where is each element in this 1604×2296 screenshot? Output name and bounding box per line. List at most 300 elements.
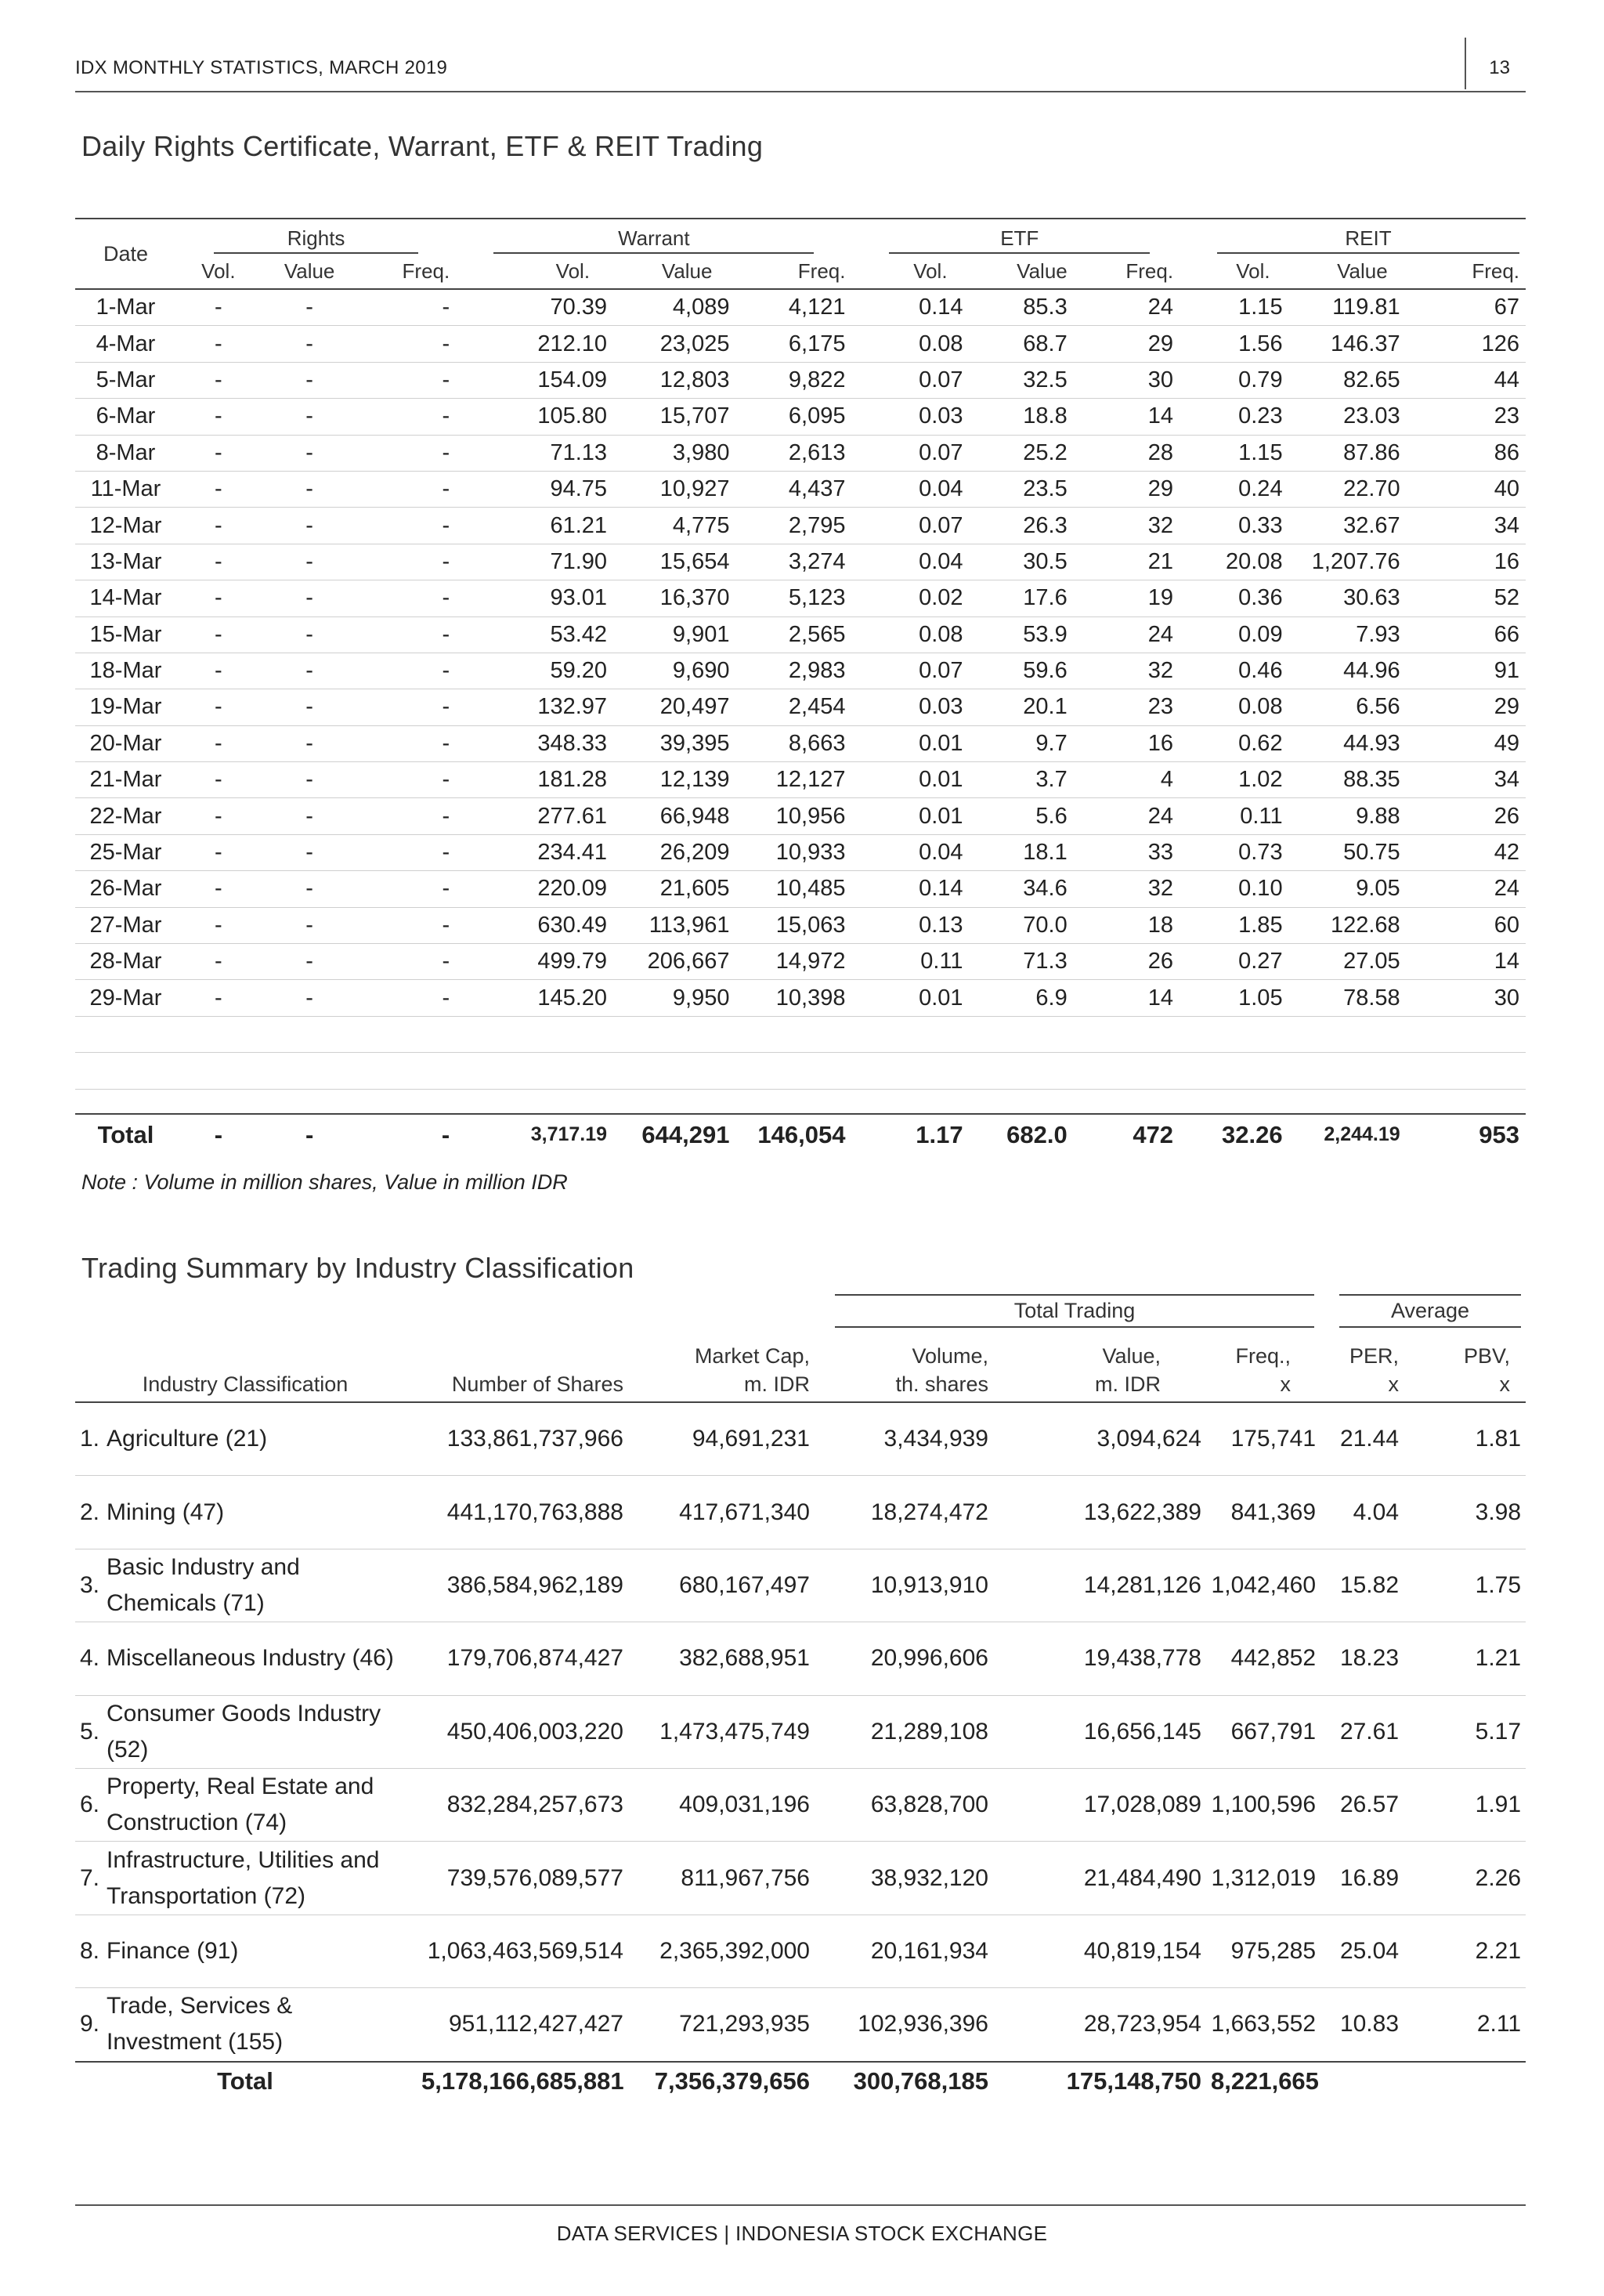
cell-etf-vol: 0.01 bbox=[851, 980, 969, 1016]
cell-rights-freq: - bbox=[358, 471, 456, 507]
cell-rights-vol: - bbox=[176, 544, 261, 580]
cell-etf-freq: 30 bbox=[1074, 362, 1180, 398]
cell-rights-value: - bbox=[261, 471, 359, 507]
cell-freq: 1,312,019 bbox=[1205, 1842, 1319, 1915]
cell-warrant-value: 12,139 bbox=[613, 762, 735, 798]
cell-volume: 20,161,934 bbox=[846, 1915, 1034, 1987]
cell-industry: Miscellaneous Industry (46) bbox=[103, 1622, 415, 1695]
cell-warrant-freq: 15,063 bbox=[735, 907, 851, 943]
cell-rights-freq: - bbox=[358, 834, 456, 870]
cell-rights-freq: - bbox=[358, 435, 456, 471]
cell-rights-freq: - bbox=[358, 1114, 456, 1155]
cell-pbv: 1.81 bbox=[1422, 1402, 1526, 1476]
cell-etf-vol: 0.08 bbox=[851, 616, 969, 653]
cell-reit-vol: 32.26 bbox=[1180, 1114, 1289, 1155]
cell-etf-freq: 24 bbox=[1074, 798, 1180, 834]
cell-rights-vol: - bbox=[176, 399, 261, 435]
cell-etf-vol: 1.17 bbox=[851, 1114, 969, 1155]
cell-reit-freq: 16 bbox=[1407, 544, 1526, 580]
industry-row bbox=[75, 1915, 1526, 1987]
page-footer: DATA SERVICES | INDONESIA STOCK EXCHANGE bbox=[556, 2222, 1048, 2245]
cell-rights-value: - bbox=[261, 289, 359, 326]
group-rights bbox=[176, 219, 456, 254]
cell-value: 13,622,389 bbox=[1034, 1476, 1205, 1549]
cell-reit-freq: 24 bbox=[1407, 871, 1526, 907]
col-pbv bbox=[1422, 1328, 1526, 1402]
cell-etf-freq: 23 bbox=[1074, 689, 1180, 725]
cell-etf-value: 26.3 bbox=[970, 508, 1074, 544]
cell-rights-freq: - bbox=[358, 580, 456, 616]
cell-date: Total bbox=[75, 1114, 176, 1155]
cell-date: 22-Mar bbox=[75, 798, 176, 834]
cell-etf-freq: 28 bbox=[1074, 435, 1180, 471]
cell-num: 4. bbox=[75, 1622, 103, 1695]
cell-pbv: 2.21 bbox=[1422, 1915, 1526, 1987]
cell-etf-vol: 0.14 bbox=[851, 871, 969, 907]
cell-warrant-freq: 9,822 bbox=[735, 362, 851, 398]
cell-reit-freq: 86 bbox=[1407, 435, 1526, 471]
cell-rights-vol: - bbox=[176, 907, 261, 943]
col-freq-line1: Freq., bbox=[1235, 1344, 1292, 1368]
spacer-cell bbox=[75, 1089, 1526, 1114]
table-row bbox=[75, 362, 1526, 398]
cell-freq: 841,369 bbox=[1205, 1476, 1319, 1549]
cell-shares: 386,584,962,189 bbox=[415, 1549, 639, 1622]
cell-etf-freq: 26 bbox=[1074, 944, 1180, 980]
cell-rights-freq: - bbox=[358, 326, 456, 362]
cell-reit-freq: 26 bbox=[1407, 798, 1526, 834]
cell-reit-value: 1,207.76 bbox=[1289, 544, 1407, 580]
col-market-cap-line1: Market Cap, bbox=[694, 1344, 810, 1368]
cell-market-cap: 417,671,340 bbox=[639, 1476, 846, 1549]
cell-etf-vol: 0.02 bbox=[851, 580, 969, 616]
col-market-cap bbox=[639, 1328, 846, 1402]
cell-rights-vol: - bbox=[176, 762, 261, 798]
table-row bbox=[75, 508, 1526, 544]
cell-volume: 18,274,472 bbox=[846, 1476, 1034, 1549]
cell-etf-value: 9.7 bbox=[970, 725, 1074, 761]
cell-date: 8-Mar bbox=[75, 435, 176, 471]
col-value bbox=[1034, 1328, 1205, 1402]
col-per bbox=[1319, 1328, 1422, 1402]
cell-pbv: 1.91 bbox=[1422, 1768, 1526, 1841]
cell-etf-vol: 0.03 bbox=[851, 399, 969, 435]
cell-etf-vol: 0.11 bbox=[851, 944, 969, 980]
cell-etf-freq: 29 bbox=[1074, 326, 1180, 362]
group-etf bbox=[851, 219, 1180, 254]
cell-warrant-value: 15,654 bbox=[613, 544, 735, 580]
cell-reit-vol: 0.33 bbox=[1180, 508, 1289, 544]
cell-rights-value: - bbox=[261, 1114, 359, 1155]
cell-market-cap: 382,688,951 bbox=[639, 1622, 846, 1695]
cell-rights-freq: - bbox=[358, 616, 456, 653]
page-header bbox=[75, 52, 1526, 92]
cell-rights-value: - bbox=[261, 616, 359, 653]
cell-warrant-value: 26,209 bbox=[613, 834, 735, 870]
cell-reit-freq: 30 bbox=[1407, 980, 1526, 1016]
cell-rights-value: - bbox=[261, 725, 359, 761]
cell-num: 2. bbox=[75, 1476, 103, 1549]
cell-warrant-value: 66,948 bbox=[613, 798, 735, 834]
cell-etf-freq: 24 bbox=[1074, 289, 1180, 326]
table-group-header-row bbox=[75, 219, 1526, 254]
cell-total-volume: 300,768,185 bbox=[846, 2062, 1034, 2100]
cell-rights-value: - bbox=[261, 798, 359, 834]
cell-etf-vol: 0.01 bbox=[851, 762, 969, 798]
cell-date: 26-Mar bbox=[75, 871, 176, 907]
cell-etf-freq: 32 bbox=[1074, 653, 1180, 689]
cell-reit-vol: 1.15 bbox=[1180, 435, 1289, 471]
cell-volume: 38,932,120 bbox=[846, 1842, 1034, 1915]
cell-date: 13-Mar bbox=[75, 544, 176, 580]
industry-row bbox=[75, 1549, 1526, 1622]
cell-reit-value: 27.05 bbox=[1289, 944, 1407, 980]
col-warrant-vol: Vol. bbox=[456, 254, 613, 289]
section-title-industry: Trading Summary by Industry Classification bbox=[81, 1252, 634, 1284]
cell-warrant-value: 10,927 bbox=[613, 471, 735, 507]
group-reit-label: REIT bbox=[1217, 226, 1519, 254]
group-average-label: Average bbox=[1339, 1294, 1521, 1328]
industry-row bbox=[75, 1622, 1526, 1695]
cell-warrant-vol: 105.80 bbox=[456, 399, 613, 435]
cell-rights-vol: - bbox=[176, 508, 261, 544]
cell-etf-value: 68.7 bbox=[970, 326, 1074, 362]
cell-rights-vol: - bbox=[176, 798, 261, 834]
cell-volume: 20,996,606 bbox=[846, 1622, 1034, 1695]
cell-freq: 175,741 bbox=[1205, 1402, 1319, 1476]
cell-industry: Finance (91) bbox=[103, 1915, 415, 1987]
cell-etf-freq: 29 bbox=[1074, 471, 1180, 507]
cell-per: 21.44 bbox=[1319, 1402, 1422, 1476]
cell-warrant-vol: 132.97 bbox=[456, 689, 613, 725]
cell-reit-freq: 44 bbox=[1407, 362, 1526, 398]
cell-warrant-value: 9,690 bbox=[613, 653, 735, 689]
cell-date: 4-Mar bbox=[75, 326, 176, 362]
cell-rights-value: - bbox=[261, 399, 359, 435]
cell-total-freq: 8,221,665 bbox=[1205, 2062, 1319, 2100]
cell-rights-vol: - bbox=[176, 435, 261, 471]
cell-reit-freq: 67 bbox=[1407, 289, 1526, 326]
daily-trading-body bbox=[75, 289, 1526, 1155]
cell-num: 3. bbox=[75, 1549, 103, 1622]
cell-rights-freq: - bbox=[358, 980, 456, 1016]
cell-value: 19,438,778 bbox=[1034, 1622, 1205, 1695]
cell-shares: 832,284,257,673 bbox=[415, 1768, 639, 1841]
cell-etf-freq: 24 bbox=[1074, 616, 1180, 653]
cell-etf-value: 23.5 bbox=[970, 471, 1074, 507]
table-row bbox=[75, 616, 1526, 653]
cell-reit-freq: 66 bbox=[1407, 616, 1526, 653]
group-warrant-label: Warrant bbox=[493, 226, 814, 254]
cell-industry: Trade, Services & Investment (155) bbox=[103, 1988, 415, 2062]
cell-warrant-vol: 277.61 bbox=[456, 798, 613, 834]
industry-summary-table bbox=[75, 1294, 1526, 2100]
cell-num: 5. bbox=[75, 1695, 103, 1768]
cell-reit-freq: 34 bbox=[1407, 508, 1526, 544]
col-etf-freq: Freq. bbox=[1074, 254, 1180, 289]
section-title-daily-trading: Daily Rights Certificate, Warrant, ETF & REIT Trading bbox=[81, 130, 764, 162]
cell-reit-value: 9.88 bbox=[1289, 798, 1407, 834]
cell-warrant-vol: 181.28 bbox=[456, 762, 613, 798]
cell-reit-vol: 0.24 bbox=[1180, 471, 1289, 507]
cell-warrant-value: 9,901 bbox=[613, 616, 735, 653]
cell-reit-vol: 0.27 bbox=[1180, 944, 1289, 980]
cell-total-empty bbox=[1319, 2062, 1422, 2100]
cell-etf-value: 85.3 bbox=[970, 289, 1074, 326]
cell-etf-freq: 472 bbox=[1074, 1114, 1180, 1155]
cell-num: 7. bbox=[75, 1842, 103, 1915]
cell-warrant-freq: 2,795 bbox=[735, 508, 851, 544]
cell-warrant-freq: 2,565 bbox=[735, 616, 851, 653]
group-reit bbox=[1180, 219, 1526, 254]
col-pbv-line2: x bbox=[1499, 1372, 1511, 1396]
cell-rights-value: - bbox=[261, 907, 359, 943]
cell-total-value: 175,148,750 bbox=[1034, 2062, 1205, 2100]
cell-market-cap: 94,691,231 bbox=[639, 1402, 846, 1476]
cell-reit-value: 7.93 bbox=[1289, 616, 1407, 653]
cell-reit-freq: 29 bbox=[1407, 689, 1526, 725]
col-industry: Industry Classification bbox=[75, 1328, 415, 1402]
cell-date: 5-Mar bbox=[75, 362, 176, 398]
cell-volume: 102,936,396 bbox=[846, 1988, 1034, 2062]
cell-etf-freq: 19 bbox=[1074, 580, 1180, 616]
cell-reit-value: 122.68 bbox=[1289, 907, 1407, 943]
col-pbv-line1: PBV, bbox=[1463, 1344, 1511, 1368]
group-warrant bbox=[456, 219, 851, 254]
cell-market-cap: 811,967,756 bbox=[639, 1842, 846, 1915]
daily-trading-table bbox=[75, 218, 1526, 1155]
cell-etf-freq: 14 bbox=[1074, 980, 1180, 1016]
cell-date: 6-Mar bbox=[75, 399, 176, 435]
cell-rights-value: - bbox=[261, 762, 359, 798]
cell-date: 28-Mar bbox=[75, 944, 176, 980]
cell-rights-vol: - bbox=[176, 289, 261, 326]
cell-etf-value: 34.6 bbox=[970, 871, 1074, 907]
col-value-line1: Value, bbox=[1102, 1344, 1161, 1368]
cell-warrant-freq: 2,983 bbox=[735, 653, 851, 689]
cell-warrant-freq: 12,127 bbox=[735, 762, 851, 798]
group-average bbox=[1319, 1294, 1526, 1328]
cell-per: 25.04 bbox=[1319, 1915, 1422, 1987]
cell-warrant-vol: 154.09 bbox=[456, 362, 613, 398]
page-number: 13 bbox=[1489, 57, 1510, 78]
cell-etf-freq: 14 bbox=[1074, 399, 1180, 435]
empty-cell bbox=[75, 1053, 1526, 1089]
col-reit-freq: Freq. bbox=[1407, 254, 1526, 289]
cell-reit-value: 78.58 bbox=[1289, 980, 1407, 1016]
cell-etf-vol: 0.07 bbox=[851, 508, 969, 544]
cell-reit-freq: 126 bbox=[1407, 326, 1526, 362]
cell-etf-value: 18.8 bbox=[970, 399, 1074, 435]
cell-reit-vol: 1.15 bbox=[1180, 289, 1289, 326]
cell-market-cap: 1,473,475,749 bbox=[639, 1695, 846, 1768]
table-row bbox=[75, 871, 1526, 907]
cell-per: 10.83 bbox=[1319, 1988, 1422, 2062]
cell-volume: 10,913,910 bbox=[846, 1549, 1034, 1622]
cell-etf-vol: 0.04 bbox=[851, 471, 969, 507]
cell-etf-vol: 0.07 bbox=[851, 435, 969, 471]
cell-etf-vol: 0.14 bbox=[851, 289, 969, 326]
table-row bbox=[75, 944, 1526, 980]
cell-reit-value: 30.63 bbox=[1289, 580, 1407, 616]
cell-rights-freq: - bbox=[358, 689, 456, 725]
cell-rights-value: - bbox=[261, 871, 359, 907]
cell-reit-vol: 0.36 bbox=[1180, 580, 1289, 616]
header-divider bbox=[1465, 38, 1466, 89]
cell-rights-vol: - bbox=[176, 725, 261, 761]
cell-warrant-freq: 6,175 bbox=[735, 326, 851, 362]
cell-rights-vol: - bbox=[176, 471, 261, 507]
cell-etf-vol: 0.08 bbox=[851, 326, 969, 362]
cell-rights-freq: - bbox=[358, 725, 456, 761]
cell-etf-value: 30.5 bbox=[970, 544, 1074, 580]
cell-reit-freq: 953 bbox=[1407, 1114, 1526, 1155]
cell-pbv: 1.21 bbox=[1422, 1622, 1526, 1695]
cell-freq: 1,663,552 bbox=[1205, 1988, 1319, 2062]
cell-rights-vol: - bbox=[176, 980, 261, 1016]
cell-per: 18.23 bbox=[1319, 1622, 1422, 1695]
cell-reit-freq: 52 bbox=[1407, 580, 1526, 616]
cell-rights-freq: - bbox=[358, 653, 456, 689]
cell-etf-value: 32.5 bbox=[970, 362, 1074, 398]
cell-etf-vol: 0.13 bbox=[851, 907, 969, 943]
cell-warrant-freq: 4,437 bbox=[735, 471, 851, 507]
cell-reit-vol: 0.79 bbox=[1180, 362, 1289, 398]
cell-warrant-freq: 10,485 bbox=[735, 871, 851, 907]
col-warrant-freq: Freq. bbox=[735, 254, 851, 289]
cell-rights-value: - bbox=[261, 944, 359, 980]
cell-warrant-vol: 70.39 bbox=[456, 289, 613, 326]
cell-etf-value: 17.6 bbox=[970, 580, 1074, 616]
table-row bbox=[75, 289, 1526, 326]
cell-date: 1-Mar bbox=[75, 289, 176, 326]
table-row bbox=[75, 907, 1526, 943]
cell-freq: 667,791 bbox=[1205, 1695, 1319, 1768]
cell-reit-vol: 0.46 bbox=[1180, 653, 1289, 689]
cell-value: 40,819,154 bbox=[1034, 1915, 1205, 1987]
table-row bbox=[75, 834, 1526, 870]
cell-pbv: 2.26 bbox=[1422, 1842, 1526, 1915]
cell-warrant-value: 15,707 bbox=[613, 399, 735, 435]
cell-reit-freq: 60 bbox=[1407, 907, 1526, 943]
cell-rights-freq: - bbox=[358, 544, 456, 580]
group-total-trading bbox=[846, 1294, 1319, 1328]
cell-reit-vol: 0.62 bbox=[1180, 725, 1289, 761]
cell-shares: 441,170,763,888 bbox=[415, 1476, 639, 1549]
cell-per: 26.57 bbox=[1319, 1768, 1422, 1841]
cell-etf-value: 71.3 bbox=[970, 944, 1074, 980]
industry-summary-body bbox=[75, 1402, 1526, 2100]
cell-market-cap: 2,365,392,000 bbox=[639, 1915, 846, 1987]
col-volume-line2: th. shares bbox=[895, 1372, 988, 1396]
cell-warrant-vol: 348.33 bbox=[456, 725, 613, 761]
cell-pbv: 1.75 bbox=[1422, 1549, 1526, 1622]
cell-market-cap: 680,167,497 bbox=[639, 1549, 846, 1622]
col-value-line2: m. IDR bbox=[1095, 1372, 1161, 1396]
cell-etf-value: 70.0 bbox=[970, 907, 1074, 943]
cell-date: 12-Mar bbox=[75, 508, 176, 544]
col-volume-line1: Volume, bbox=[912, 1344, 988, 1368]
table-row bbox=[75, 326, 1526, 362]
cell-market-cap: 409,031,196 bbox=[639, 1768, 846, 1841]
cell-shares: 739,576,089,577 bbox=[415, 1842, 639, 1915]
cell-warrant-vol: 53.42 bbox=[456, 616, 613, 653]
cell-date: 14-Mar bbox=[75, 580, 176, 616]
cell-reit-vol: 0.08 bbox=[1180, 689, 1289, 725]
cell-shares: 951,112,427,427 bbox=[415, 1988, 639, 2062]
cell-warrant-value: 4,775 bbox=[613, 508, 735, 544]
cell-etf-vol: 0.01 bbox=[851, 798, 969, 834]
footer-divider bbox=[75, 2204, 1526, 2206]
cell-warrant-freq: 10,956 bbox=[735, 798, 851, 834]
cell-reit-vol: 1.02 bbox=[1180, 762, 1289, 798]
cell-market-cap: 721,293,935 bbox=[639, 1988, 846, 2062]
cell-warrant-freq: 14,972 bbox=[735, 944, 851, 980]
group-total-trading-label: Total Trading bbox=[835, 1294, 1314, 1328]
col-shares: Number of Shares bbox=[415, 1328, 639, 1402]
col-reit-vol: Vol. bbox=[1180, 254, 1289, 289]
cell-rights-value: - bbox=[261, 834, 359, 870]
cell-rights-freq: - bbox=[358, 362, 456, 398]
cell-reit-freq: 14 bbox=[1407, 944, 1526, 980]
cell-rights-freq: - bbox=[358, 762, 456, 798]
cell-industry: Mining (47) bbox=[103, 1476, 415, 1549]
cell-etf-freq: 18 bbox=[1074, 907, 1180, 943]
cell-rights-vol: - bbox=[176, 653, 261, 689]
col-per-line2: x bbox=[1388, 1372, 1400, 1396]
col-etf-vol: Vol. bbox=[851, 254, 969, 289]
total-row bbox=[75, 1114, 1526, 1155]
cell-warrant-vol: 93.01 bbox=[456, 580, 613, 616]
cell-per: 16.89 bbox=[1319, 1842, 1422, 1915]
col-market-cap-line2: m. IDR bbox=[744, 1372, 810, 1396]
cell-date: 18-Mar bbox=[75, 653, 176, 689]
industry-row bbox=[75, 1402, 1526, 1476]
cell-rights-freq: - bbox=[358, 798, 456, 834]
cell-reit-value: 119.81 bbox=[1289, 289, 1407, 326]
cell-reit-vol: 0.23 bbox=[1180, 399, 1289, 435]
cell-pbv: 3.98 bbox=[1422, 1476, 1526, 1549]
cell-warrant-freq: 5,123 bbox=[735, 580, 851, 616]
cell-rights-value: - bbox=[261, 544, 359, 580]
cell-rights-vol: - bbox=[176, 1114, 261, 1155]
table-row bbox=[75, 435, 1526, 471]
cell-reit-freq: 49 bbox=[1407, 725, 1526, 761]
table-row bbox=[75, 544, 1526, 580]
cell-warrant-value: 39,395 bbox=[613, 725, 735, 761]
table-note: Note : Volume in million shares, Value in million IDR bbox=[81, 1170, 568, 1194]
cell-per: 15.82 bbox=[1319, 1549, 1422, 1622]
cell-reit-value: 32.67 bbox=[1289, 508, 1407, 544]
cell-warrant-freq: 3,274 bbox=[735, 544, 851, 580]
cell-value: 21,484,490 bbox=[1034, 1842, 1205, 1915]
cell-warrant-freq: 8,663 bbox=[735, 725, 851, 761]
cell-warrant-vol: 71.90 bbox=[456, 544, 613, 580]
col-per-line1: PER, bbox=[1349, 1344, 1400, 1368]
cell-reit-vol: 1.05 bbox=[1180, 980, 1289, 1016]
cell-warrant-freq: 2,454 bbox=[735, 689, 851, 725]
cell-rights-vol: - bbox=[176, 944, 261, 980]
industry-row bbox=[75, 1768, 1526, 1841]
col-etf-value: Value bbox=[970, 254, 1074, 289]
cell-warrant-value: 4,089 bbox=[613, 289, 735, 326]
cell-rights-value: - bbox=[261, 653, 359, 689]
cell-rights-vol: - bbox=[176, 871, 261, 907]
cell-reit-value: 2,244.19 bbox=[1289, 1114, 1407, 1155]
cell-etf-value: 18.1 bbox=[970, 834, 1074, 870]
cell-volume: 3,434,939 bbox=[846, 1402, 1034, 1476]
cell-etf-freq: 32 bbox=[1074, 508, 1180, 544]
